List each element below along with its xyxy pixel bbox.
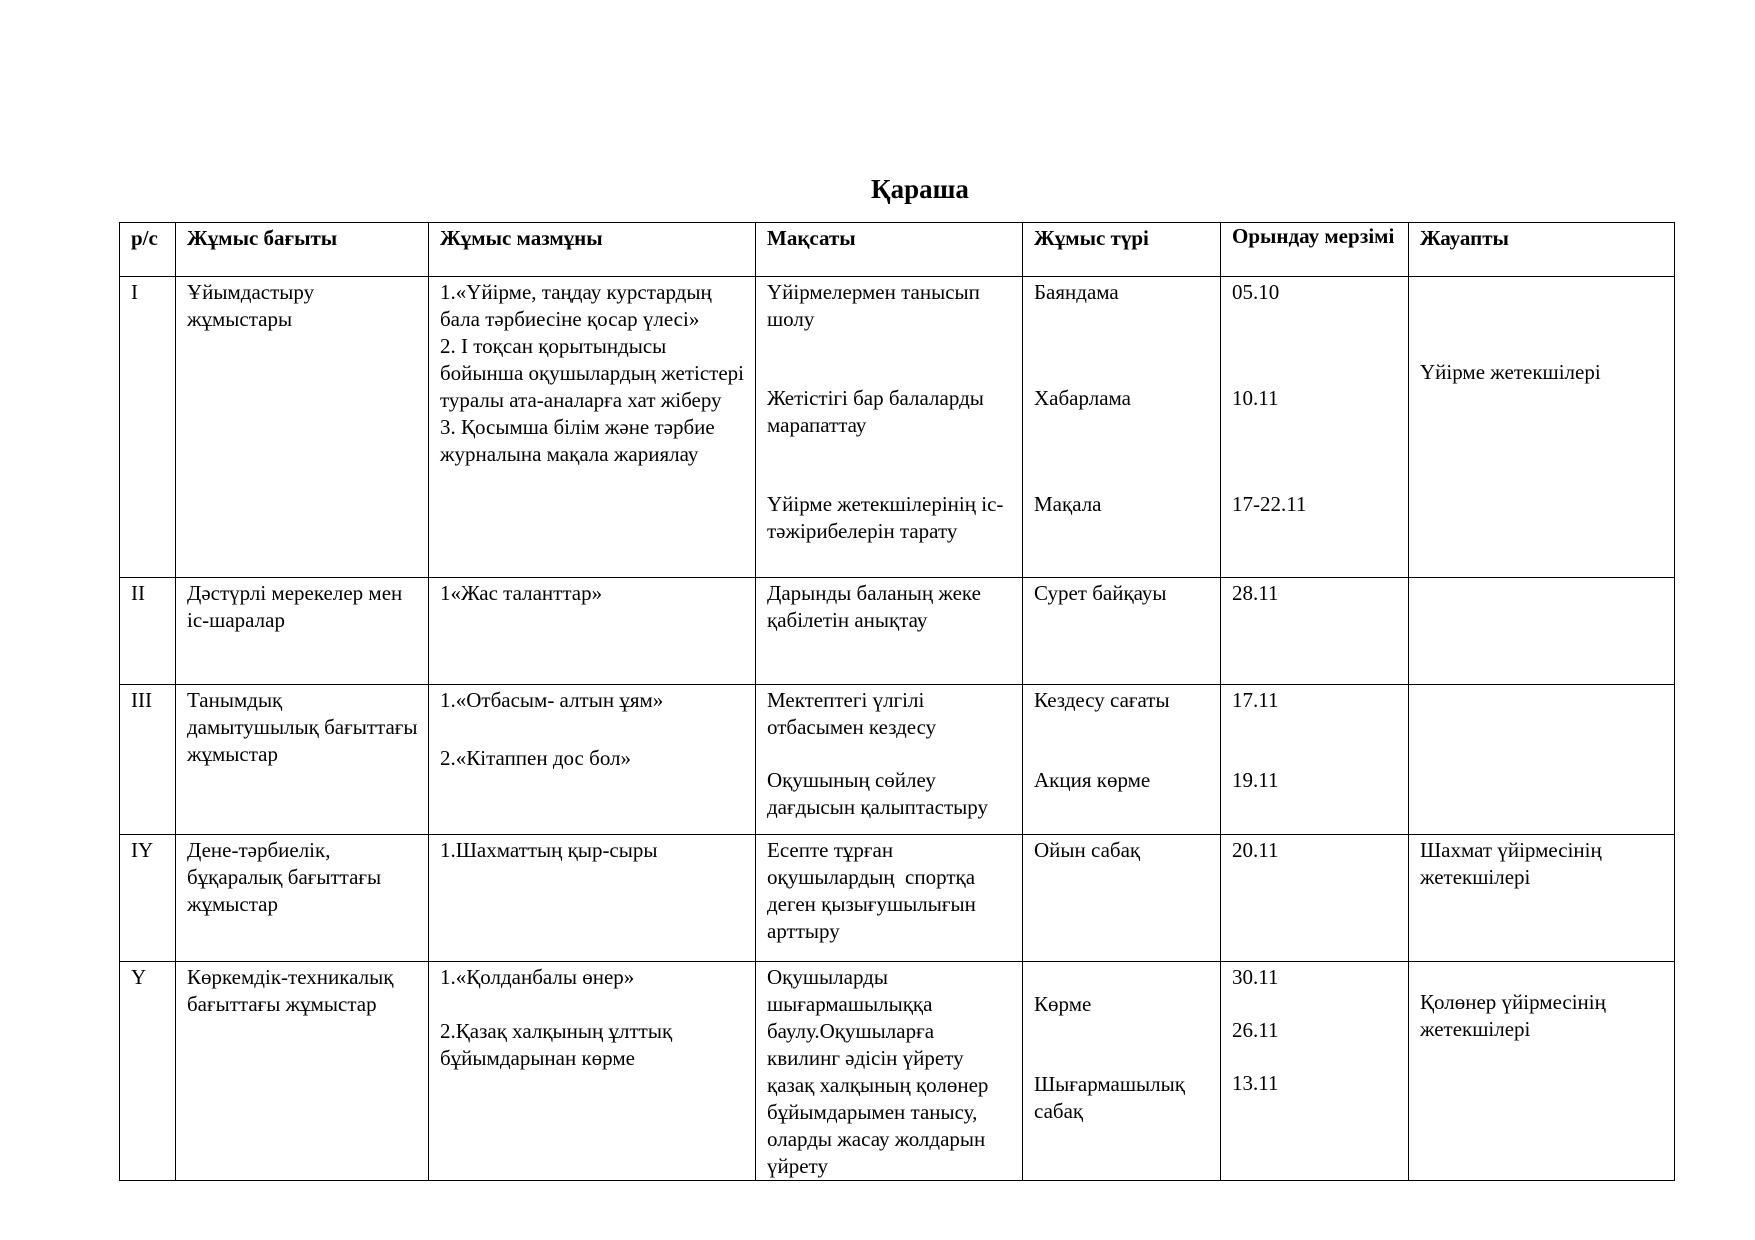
- date-item: 10.11: [1232, 386, 1279, 410]
- type-item: Сурет байқауы: [1034, 581, 1167, 605]
- goal-item: Дарынды баланың жеке қабілетін анықтау: [767, 581, 981, 632]
- row-content: [429, 685, 756, 835]
- row-dates: [1221, 962, 1409, 1181]
- row-responsible: [1409, 578, 1675, 685]
- date-item: 05.10: [1232, 280, 1280, 304]
- type-item: Көрме: [1034, 992, 1092, 1016]
- row-number: ІІ: [120, 578, 176, 685]
- content-item: 1.«Отбасым- алтын ұям»: [440, 688, 664, 712]
- row-responsible: Шахмат үйірмесінің жетекшілері: [1409, 835, 1675, 962]
- header-type: Жұмыс түрі: [1023, 223, 1221, 277]
- date-item: 17-22.11: [1232, 492, 1307, 516]
- row-dates: [1221, 835, 1409, 962]
- header-num: р/с: [120, 223, 176, 277]
- row-number: І: [120, 277, 176, 578]
- row-content: [429, 277, 756, 578]
- row-goals: [756, 685, 1023, 835]
- goal-item: Жетістігі бар балаларды марапаттау: [767, 386, 984, 437]
- table-row: [120, 962, 1675, 1181]
- header-responsible: Жауапты: [1409, 223, 1675, 277]
- row-goals: [756, 277, 1023, 578]
- row-types: [1023, 685, 1221, 835]
- date-item: 20.11: [1232, 838, 1279, 862]
- row-number: ІІІ: [120, 685, 176, 835]
- date-item: 28.11: [1232, 581, 1279, 605]
- row-direction: Ұйымдастыру жұмыстары: [176, 277, 429, 578]
- plan-table: [119, 222, 1675, 1181]
- table-row: [120, 835, 1675, 962]
- date-item: 26.11: [1232, 1018, 1279, 1042]
- header-goals: Мақсаты: [756, 223, 1023, 277]
- type-item: Хабарлама: [1034, 386, 1131, 410]
- date-item: 17.11: [1232, 688, 1279, 712]
- row-content: [429, 835, 756, 962]
- row-content: [429, 962, 756, 1181]
- row-types: [1023, 277, 1221, 578]
- row-types: [1023, 835, 1221, 962]
- row-number: ІҮ: [120, 835, 176, 962]
- content-item: 3. Қосымша білім және тәрбие журналына мақала жариялау: [440, 415, 715, 466]
- content-item: 1.«Үйірме, таңдау курстардың бала тәрбиесіне қосар үлесі»: [440, 280, 712, 331]
- type-item: Ойын сабақ: [1034, 838, 1141, 862]
- header-row: [120, 223, 1675, 277]
- content-item: 2.«Кітаппен дос бол»: [440, 746, 632, 770]
- table-row: [120, 277, 1675, 578]
- table-row: [120, 578, 1675, 685]
- responsible-text: Үйірме жетекшілері: [1420, 360, 1601, 384]
- content-item: 1«Жас таланттар»: [440, 581, 603, 605]
- row-types: [1023, 962, 1221, 1181]
- row-responsible: [1409, 962, 1675, 1181]
- date-item: 30.11: [1232, 965, 1279, 989]
- type-item: Кездесу сағаты: [1034, 688, 1170, 712]
- goal-item: Оқушының сөйлеу дағдысын қалыптастыру: [767, 768, 988, 819]
- row-types: [1023, 578, 1221, 685]
- content-item: 2.Қазақ халқының ұлттық бұйымдарынан көрме: [440, 1019, 673, 1070]
- row-number: Ү: [120, 962, 176, 1181]
- responsible-text: Қолөнер үйірмесінің жетекшілері: [1420, 990, 1606, 1041]
- goal-item: Үйірме жетекшілерінің іс-тәжірибелерін тарату: [767, 492, 1004, 543]
- row-direction: Дене-тәрбиелік, бұқаралық бағыттағы жұмыстар: [176, 835, 429, 962]
- table-row: [120, 685, 1675, 835]
- row-direction: Танымдық дамытушылық бағыттағы жұмыстар: [176, 685, 429, 835]
- page-title: Қараша: [871, 174, 969, 204]
- type-item: Акция көрме: [1034, 768, 1151, 792]
- date-item: 19.11: [1232, 768, 1279, 792]
- row-responsible: [1409, 685, 1675, 835]
- row-responsible: [1409, 277, 1675, 578]
- row-dates: [1221, 578, 1409, 685]
- content-item: 1.«Қолданбалы өнер»: [440, 965, 635, 989]
- row-dates: [1221, 277, 1409, 578]
- goal-item: Есепте тұрған оқушылардың спортқа деген қызығушылығын арттыру: [767, 838, 982, 943]
- header-content: Жұмыс мазмұны: [429, 223, 756, 277]
- goal-item: Оқушыларды шығармашылыққа баулу.Оқушыларға квилинг әдісін үйрету қазақ халқының қолөнер бұйымдарымен танысу, оларды жасау жолдарын үйрету: [767, 965, 989, 1178]
- row-direction: Көркемдік-техникалық бағыттағы жұмыстар: [176, 962, 429, 1181]
- row-goals: [756, 578, 1023, 685]
- content-item: 2. І тоқсан қорытындысы бойынша оқушылардың жетістері туралы ата-аналарға хат жіберу: [440, 334, 745, 412]
- row-content: [429, 578, 756, 685]
- row-goals: [756, 835, 1023, 962]
- goal-item: Үйірмелермен танысып шолу: [767, 280, 980, 331]
- row-direction: Дәстүрлі мерекелер мен іс-шаралар: [176, 578, 429, 685]
- goal-item: Мектептегі үлгілі отбасымен кездесу: [767, 688, 937, 739]
- row-goals: [756, 962, 1023, 1181]
- header-date: Орындау мерзімі: [1221, 223, 1409, 277]
- row-dates: [1221, 685, 1409, 835]
- header-direction: Жұмыс бағыты: [176, 223, 429, 277]
- type-item: Мақала: [1034, 492, 1102, 516]
- content-item: 1.Шахматтың қыр-сыры: [440, 838, 658, 862]
- type-item: Шығармашылық сабақ: [1034, 1072, 1185, 1123]
- type-item: Баяндама: [1034, 280, 1119, 304]
- date-item: 13.11: [1232, 1071, 1279, 1095]
